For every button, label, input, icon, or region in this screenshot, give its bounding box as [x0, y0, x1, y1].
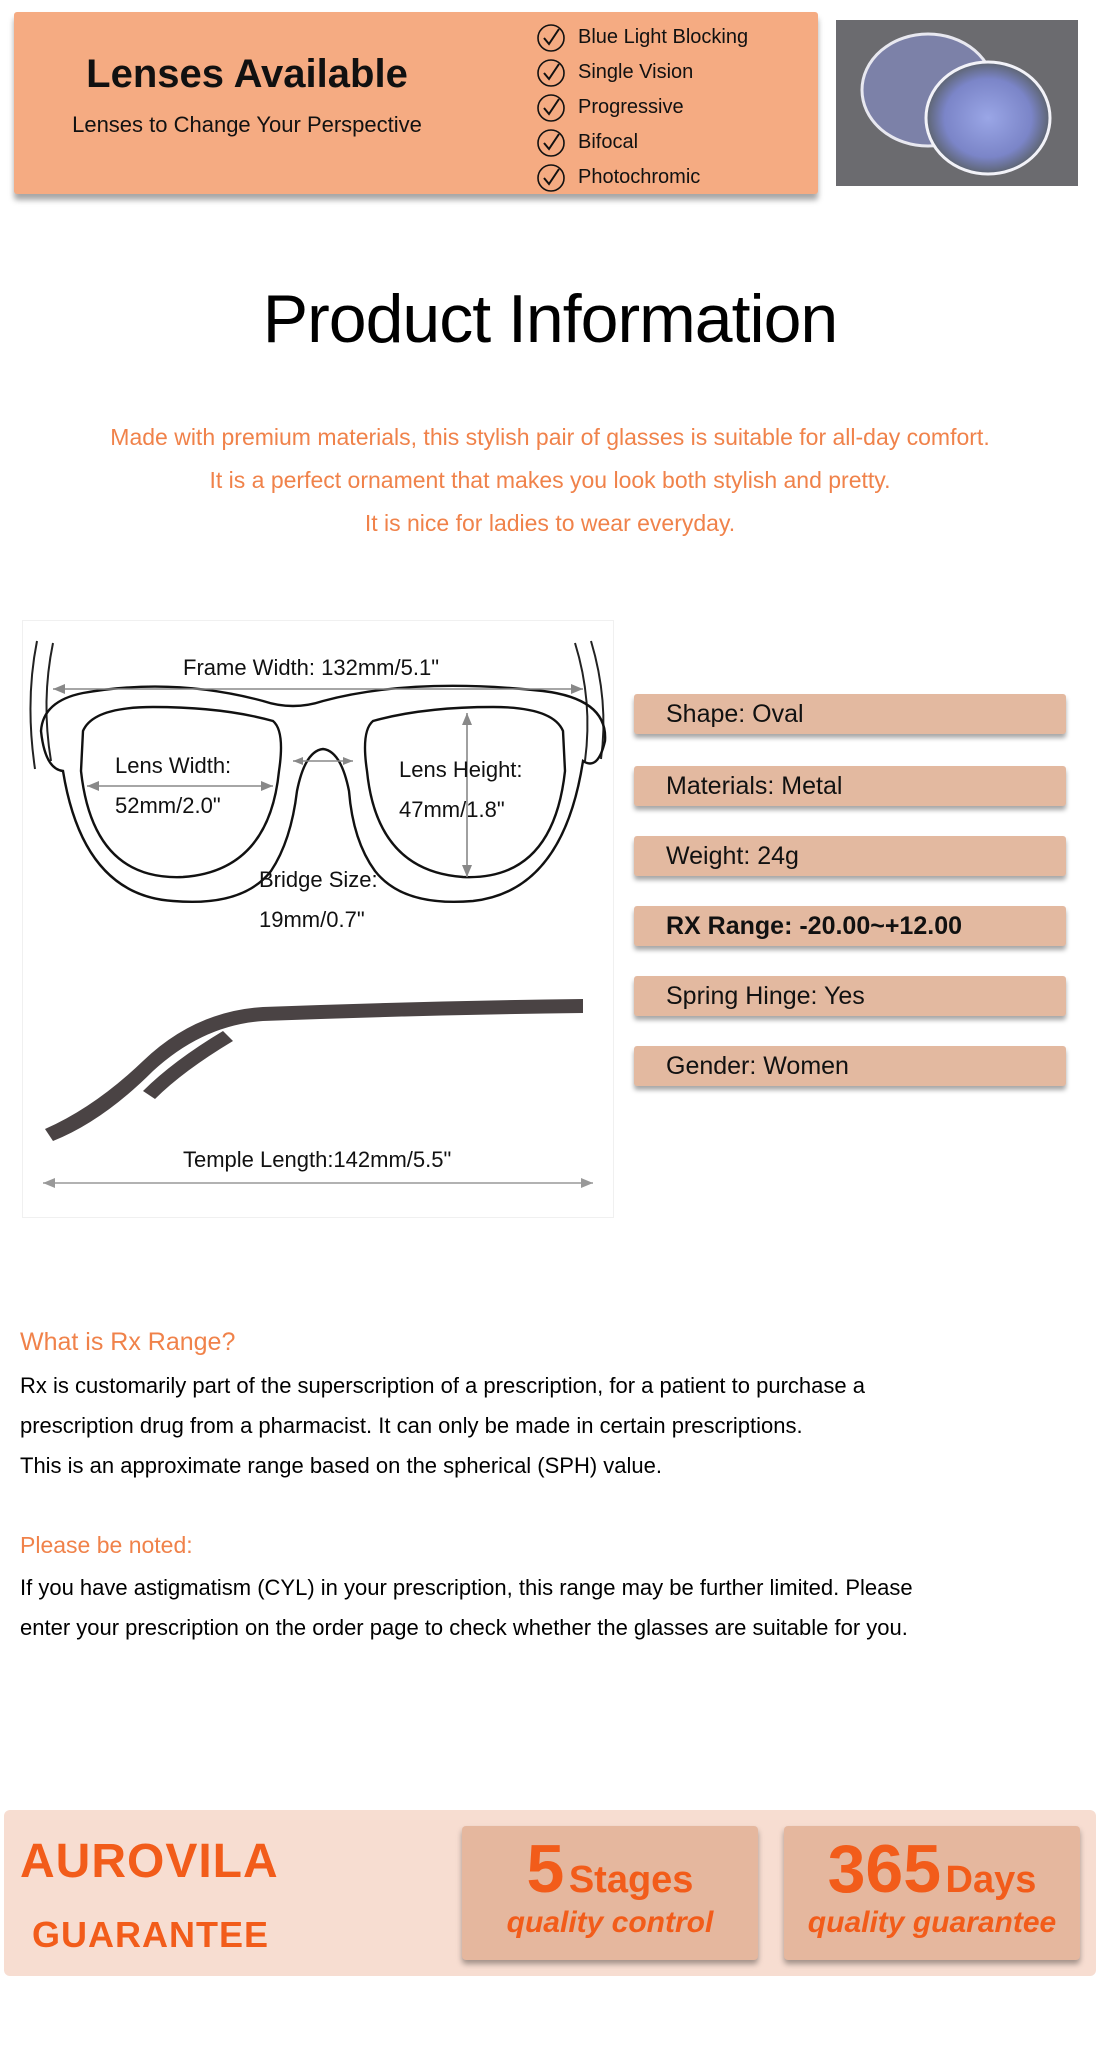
brand-name: AUROVILA [20, 1835, 279, 1888]
frame-width-label: Frame Width: 132mm/5.1" [177, 655, 445, 681]
spec-label: Shape: Oval [666, 699, 804, 728]
dimension-diagram [22, 620, 614, 1218]
lens-type-list [536, 20, 748, 195]
spec-label: Spring Hinge: Yes [666, 981, 865, 1010]
stages-card [462, 1826, 758, 1960]
bridge-size-value: 19mm/0.7" [259, 907, 365, 932]
days-number: 365 [827, 1831, 942, 1907]
product-intro [0, 416, 1100, 545]
stages-number: 5 [526, 1831, 565, 1907]
guarantee-banner [4, 1810, 1096, 1976]
lens-type-item [536, 55, 748, 90]
lens-width-value: 52mm/2.0" [115, 793, 221, 818]
note-line: enter your prescription on the order page to check whether the glasses are suitable for you. [20, 1615, 908, 1640]
rx-line: Rx is customarily part of the superscription of a prescription, for a patient to purchase a [20, 1373, 865, 1398]
check-circle-icon [536, 23, 566, 53]
spec-weight [634, 836, 1066, 876]
lens-type-label: Blue Light Blocking [578, 26, 749, 48]
days-caption: quality guarantee [807, 1906, 1057, 1939]
lens-type-label: Bifocal [578, 131, 639, 153]
bridge-size-label: Bridge Size: [259, 867, 378, 892]
lens-type-item [536, 20, 748, 55]
stages-unit: Stages [568, 1859, 694, 1901]
check-circle-icon [536, 93, 566, 123]
lens-type-item [536, 90, 748, 125]
note-text [20, 1568, 1060, 1648]
spec-rx-range [634, 906, 1066, 946]
banner-title: Lenses Available [86, 52, 408, 96]
intro-line: It is nice for ladies to wear everyday. [364, 510, 736, 536]
spec-shape [634, 694, 1066, 734]
intro-line: Made with premium materials, this stylish pair of glasses is suitable for all-day comfort. [110, 424, 990, 450]
lens-type-item [536, 160, 748, 195]
check-circle-icon [536, 163, 566, 193]
check-circle-icon [536, 128, 566, 158]
stages-caption: quality control [506, 1906, 714, 1939]
note-line: If you have astigmatism (CYL) in your prescription, this range may be further limited. Please [20, 1575, 913, 1600]
lens-type-label: Progressive [578, 96, 684, 118]
lens-photo [836, 20, 1078, 186]
spec-label: RX Range: -20.00~+12.00 [666, 911, 962, 940]
rx-line: prescription drug from a pharmacist. It can only be made in certain prescriptions. [20, 1413, 803, 1438]
lens-type-item [536, 125, 748, 160]
lens-height-label: Lens Height: [399, 757, 523, 782]
intro-line: It is a perfect ornament that makes you look both stylish and pretty. [209, 467, 891, 493]
spec-gender [634, 1046, 1066, 1086]
days-card [784, 1826, 1080, 1960]
spec-label: Weight: 24g [666, 841, 799, 870]
banner-subtitle: Lenses to Change Your Perspective [72, 112, 422, 137]
product-info-title: Product Information [262, 281, 838, 357]
check-circle-icon [536, 58, 566, 88]
rx-explanation [20, 1366, 1060, 1486]
spec-spring-hinge [634, 976, 1066, 1016]
lenses-banner [14, 12, 818, 194]
rx-line: This is an approximate range based on the spherical (SPH) value. [20, 1453, 663, 1478]
spec-materials [634, 766, 1066, 806]
brand-guarantee: GUARANTEE [32, 1914, 270, 1955]
spec-label: Gender: Women [666, 1051, 849, 1080]
note-heading: Please be noted: [20, 1532, 193, 1558]
spec-label: Materials: Metal [666, 771, 843, 800]
lens-type-label: Single Vision [578, 61, 694, 83]
lens-type-label: Photochromic [578, 166, 701, 188]
rx-heading: What is Rx Range? [20, 1328, 236, 1356]
lens-width-label: Lens Width: [115, 753, 232, 778]
lens-height-value: 47mm/1.8" [399, 797, 505, 822]
days-unit: Days [945, 1859, 1037, 1901]
temple-length-label: Temple Length:142mm/5.5" [177, 1147, 457, 1173]
